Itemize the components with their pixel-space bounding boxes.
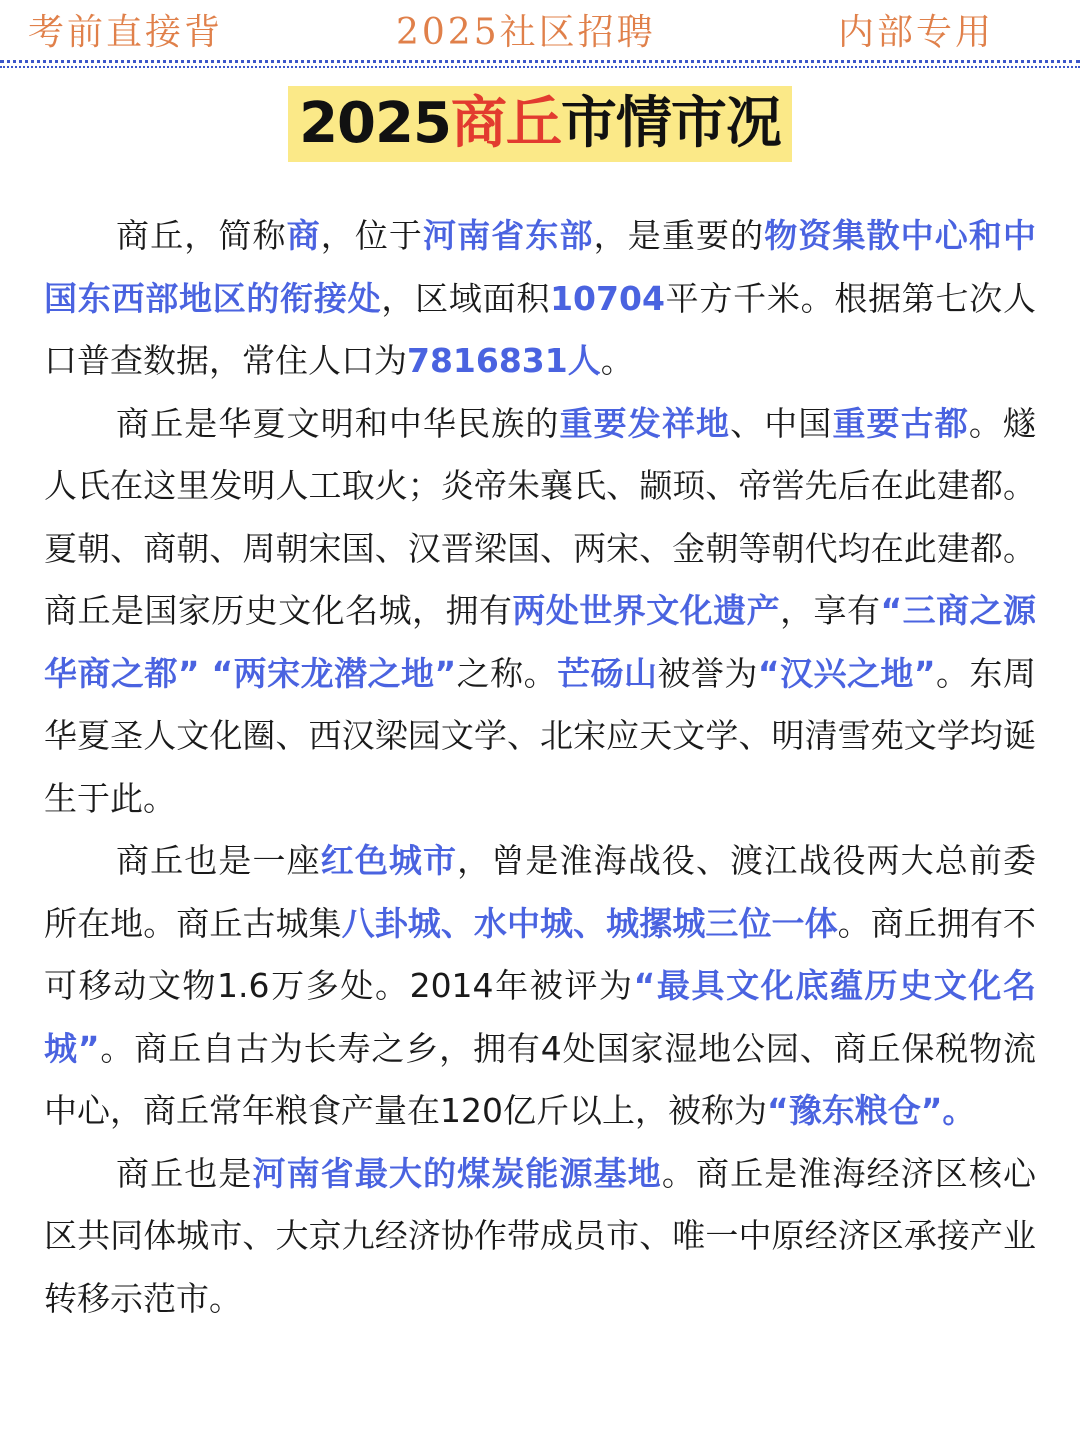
body-text: 商丘也是 (116, 1153, 253, 1193)
body-text: ，享有 (780, 591, 881, 630)
body-text: 平方千米。根据第七次人口普查数据，常住人口为 (44, 278, 1037, 380)
body-text: 、中国 (730, 403, 833, 443)
body-text: 商丘也是一座 (116, 841, 321, 880)
body-text: 商丘是华夏文明和中华民族的 (116, 403, 560, 443)
article-body (44, 205, 1036, 1330)
body-text: 。 (600, 341, 634, 380)
body-text: 。东周华夏圣人文化圈、西汉梁园文学、北宋应天文学、明清雪苑文学均诞生于此。 (44, 653, 1036, 818)
header-right-label: 内部专用 (838, 12, 995, 53)
title-rest: 市情市况 (560, 91, 781, 156)
highlight-text: “三商之源华商之都” “两宋龙潜之地” (44, 591, 1037, 693)
paragraph-2 (44, 393, 1036, 831)
body-text: 之称。 (456, 653, 558, 693)
highlight-text: 芒砀山 (557, 653, 658, 693)
highlight-text: “汉兴之地” (757, 653, 936, 693)
highlight-text: 10704 (550, 278, 665, 318)
body-text: 。燧人氏在这里发明人工取火；炎帝朱襄氏、颛顼、帝喾先后在此建都。夏朝、商朝、周朝宋国、汉晋梁国、两宋、金朝等朝代均在此建都。商丘是国家历史文化名城，拥有 (44, 403, 1037, 630)
body-text: ，曾是淮海战役、渡江战役两大总前委所在地。商丘古城集 (44, 841, 1037, 943)
page-title (288, 86, 792, 162)
header-center-label: 2025社区招聘 (396, 12, 656, 53)
highlight-text: 八卦城、水中城、城摞城三位一体 (341, 903, 838, 943)
highlight-text: 物资集散中心和中国东西部地区的衔接处 (44, 216, 1037, 318)
paragraph-4 (44, 1143, 1036, 1331)
header-divider-secondary (0, 66, 1080, 68)
body-text: 。商丘是淮海经济区核心区共同体城市、大京九经济协作带成员市、唯一中原经济区承接产业转移示范市。 (44, 1153, 1037, 1318)
paragraph-3 (44, 830, 1036, 1143)
body-text: 。商丘自古为长寿之乡，拥有4处国家湿地公园、商丘保税物流中心，商丘常年粮食产量在120亿斤以上，被称为 (44, 1028, 1036, 1130)
highlight-text: 两处世界文化遗产 (512, 591, 781, 630)
paragraph-1 (44, 205, 1036, 393)
title-city: 商丘 (450, 91, 561, 156)
body-text: ，位于 (320, 216, 424, 255)
highlight-text: 7816831人 (407, 341, 601, 380)
highlight-text: “最具文化底蕴历史文化名城” (44, 966, 1036, 1068)
highlight-text: 重要发祥地 (559, 403, 731, 443)
highlight-text: “豫东粮仓”。 (767, 1091, 976, 1130)
top-header-bar (0, 0, 1080, 62)
header-divider (0, 60, 1080, 63)
body-text: ，是重要的 (593, 216, 765, 255)
highlight-text: 河南省东部 (423, 216, 594, 255)
body-text: 被誉为 (657, 653, 758, 693)
body-text: 。商丘拥有不可移动文物1.6万多处。2014年被评为 (44, 903, 1037, 1005)
body-text: 商丘，简称 (116, 216, 287, 255)
highlight-text: 红色城市 (320, 841, 458, 880)
title-year: 2025 (299, 91, 451, 156)
highlight-text: 重要古都 (832, 403, 969, 443)
highlight-text: 商 (286, 216, 321, 255)
highlight-text: 河南省最大的煤炭能源基地 (252, 1153, 662, 1193)
body-text: ，区域面积 (381, 278, 551, 318)
header-left-label: 考前直接背 (28, 12, 224, 53)
